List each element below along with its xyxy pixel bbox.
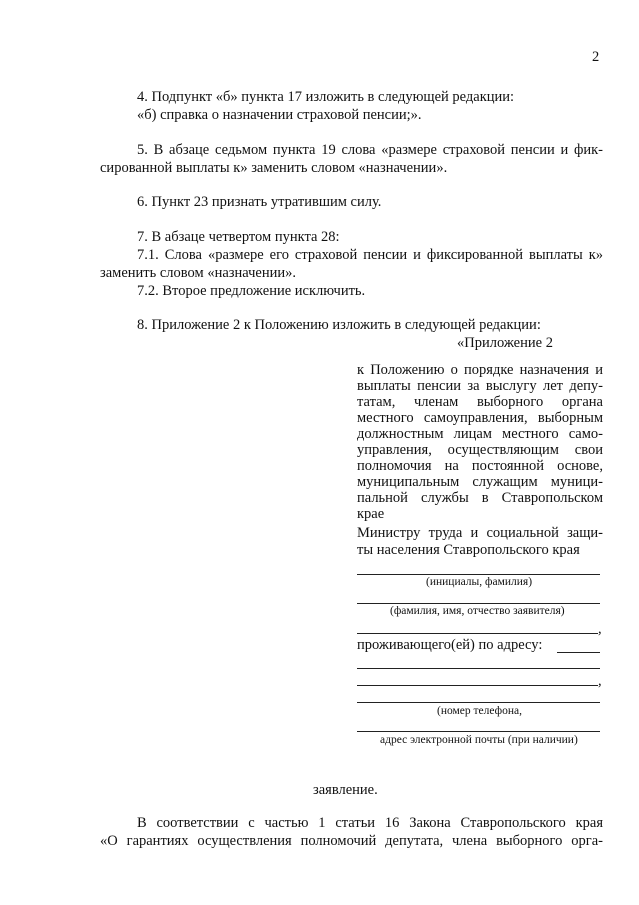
item-7-1-line-1: 7.1. Слова «размере его страховой пенсии и фиксированной выплаты к» [137, 247, 603, 263]
statement-heading: заявление. [313, 782, 378, 798]
appendix-title: «Приложение 2 [457, 335, 553, 351]
appendix-line: полномочия на постоянной основе, [357, 458, 603, 474]
appendix-line: выплаты пенсии за выслугу лет депу- [357, 378, 603, 394]
appendix-line: должностным лицам местного само- [357, 426, 603, 442]
comma-2: , [598, 673, 602, 689]
statement-line-2: «О гарантиях осуществления полномочий депутата, члена выборного орга- [100, 833, 603, 849]
appendix-line: к Положению о порядке назначения и [357, 362, 603, 378]
blank-line-name [357, 633, 598, 634]
caption-phone: (номер телефона, [437, 705, 522, 717]
item-5-line-2: сированной выплаты к» заменить словом «назначении». [100, 160, 448, 176]
appendix-line: пальной службы в Ставропольском [357, 490, 603, 506]
blank-line-phone [357, 702, 600, 703]
appendix-line: крае [357, 506, 385, 522]
statement-line-1: В соответствии с частью 1 статьи 16 Закона Ставропольского края [137, 815, 603, 831]
appendix-line: муниципальным служащим муници- [357, 474, 603, 490]
item-5-line-1: 5. В абзаце седьмом пункта 19 слова «размере страховой пенсии и фик- [137, 142, 603, 158]
addressee-line-1: Министру труда и социальной защи- [357, 525, 603, 541]
appendix-line: татам, членам выборного органа [357, 394, 603, 410]
caption-initials: (инициалы, фамилия) [426, 576, 533, 588]
residing-label: проживающего(ей) по адресу: [357, 637, 543, 653]
item-7-2: 7.2. Второе предложение исключить. [137, 283, 366, 299]
item-8: 8. Приложение 2 к Положению изложить в следующей редакции: [137, 317, 541, 333]
item-7-1-line-2: заменить словом «назначении». [100, 265, 296, 281]
item-4-line-1: 4. Подпункт «б» пункта 17 изложить в следующей редакции: [137, 89, 515, 105]
appendix-line: местного самоуправления, выборным [357, 410, 603, 426]
caption-applicant: (фамилия, имя, отчество заявителя) [390, 605, 565, 617]
blank-line-address-start [557, 652, 600, 653]
appendix-line: управления, осуществляющим свои [357, 442, 603, 458]
page-number: 2 [592, 49, 600, 65]
addressee-line-2: ты населения Ставропольского края [357, 542, 580, 558]
item-4-line-2: «б) справка о назначении страховой пенсии;». [137, 107, 422, 123]
blank-line-address-2 [357, 668, 600, 669]
item-6: 6. Пункт 23 признать утратившим силу. [137, 194, 382, 210]
blank-line-email [357, 731, 600, 732]
caption-email: адрес электронной почты (при наличии) [380, 734, 578, 746]
item-7: 7. В абзаце четвертом пункта 28: [137, 229, 340, 245]
comma-1: , [598, 621, 602, 637]
blank-line-address-3 [357, 685, 598, 686]
